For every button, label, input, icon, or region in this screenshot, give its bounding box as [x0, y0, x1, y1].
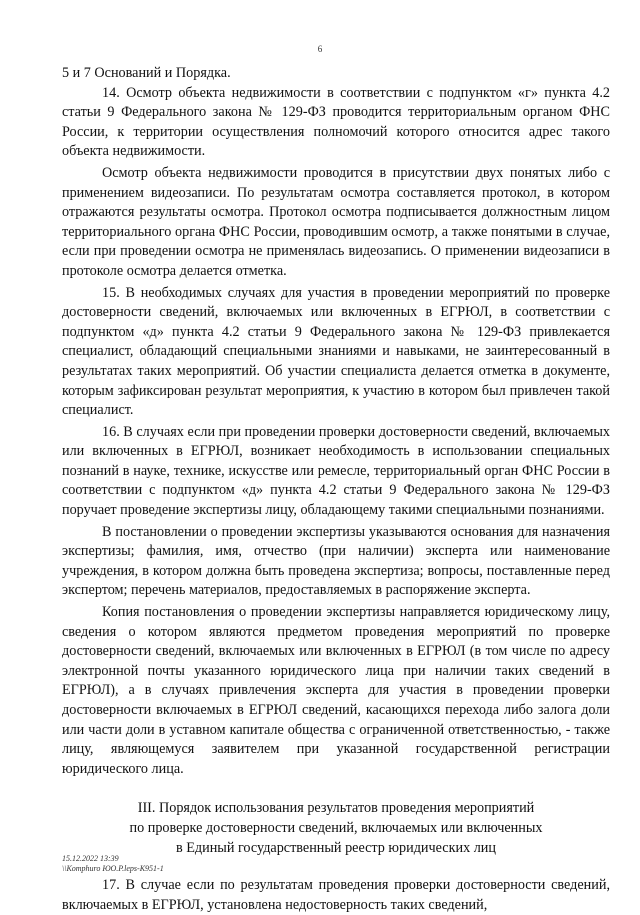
section-heading-iii [62, 799, 610, 858]
paragraph-expertise-resolution: В постановлении о проведении экспертизы указываются основания для назначения экспертизы; фамилия, имя, отчество (при наличии) эксперта или наименование учреждения, в котором должна быть проведена экспертиза; вопросы, поставленные перед экспертом; перечень материалов, предоставляемых в распоряжение эксперта. [62, 523, 610, 599]
page-footer [62, 854, 164, 874]
paragraph-15: 15. В необходимых случаях для участия в проведении мероприятий по проверке достоверности сведений, включаемых или включенных в ЕГРЮЛ, в соответствии с подпунктом «д» пункта 4.2 статьи 9 Федерального закона № 129-ФЗ привлекается специалист, обладающий специальными знаниями и навыками, не заинтересованный в результатах таких мероприятий. Об участии специалиста делается отметка в документе, которым зафиксирован результат мероприятия, к участию в котором был привлечен такой специалист. [62, 284, 610, 419]
page-number: 6 [317, 44, 323, 54]
paragraph-continuation: 5 и 7 Оснований и Порядка. [62, 65, 231, 81]
paragraph-14: 14. Осмотр объекта недвижимости в соответствии с подпунктом «г» пункта 4.2 статьи 9 Федерального закона № 129-ФЗ проводится территориальным органом ФНС России, к территории осуществления полномочий которого относится адрес такого объекта недвижимости. [62, 84, 610, 160]
section-heading-line: по проверке достоверности сведений, включаемых или включенных [129, 819, 543, 836]
section-heading-line: III. Порядок использования результатов проведения мероприятий [137, 800, 535, 817]
document-body [62, 64, 610, 915]
paragraph-resolution-copy: Копия постановления о проведении экспертизы направляется юридическому лицу, сведения о котором являются предметом проведения мероприятий по проверке достоверности сведений, включаемых или включенных в ЕГРЮЛ (в том числе по адресу электронной почты указанного юридического лица при наличии таких сведений в ЕГРЮЛ), а в случаях привлечения эксперта для участия в проведении проверки достоверности включаемых в ЕГРЮЛ сведений, касающихся перехода либо залога доли или части доли в уставном капитале общества с ограниченной ответственностью, - также лицу, являющемуся заявителем при указанной государственной регистрации юридического лица. [62, 604, 610, 777]
paragraph-17: 17. В случае если по результатам проведения проверки достоверности сведений, включаемых в ЕГРЮЛ, установлена недостоверность таких сведений, [62, 877, 610, 913]
paragraph-16: 16. В случаях если при проведении проверки достоверности сведений, включаемых или включенных в ЕГРЮЛ, возникает необходимость в использовании специальных познаний в науке, технике, искусстве или ремесле, территориальный орган ФНС России в соответствии с подпунктом «д» пункта 4.2 статьи 9 Федерального закона № 129-ФЗ поручает проведение экспертизы лицу, обладающему такими специальными познаниями. [62, 423, 610, 519]
section-heading-line: в Единый государственный реестр юридических лиц [175, 839, 496, 856]
footer-file-path: \\Komphuro ЮО.P.leps-K951-1 [62, 864, 164, 873]
footer-timestamp: 15.12.2022 13:39 [62, 854, 119, 863]
paragraph-inspection: Осмотр объекта недвижимости проводится в присутствии двух понятых либо с применением видеозаписи. По результатам осмотра составляется протокол, в котором отражаются результаты осмотра. Протокол осмотра подписывается должностным лицом территориального органа ФНС России, проводившим осмотр, а также понятыми в случае, если при проведении осмотра не применялась видеозапись. О применении видеозаписи в протоколе осмотра делается отметка. [62, 164, 610, 279]
